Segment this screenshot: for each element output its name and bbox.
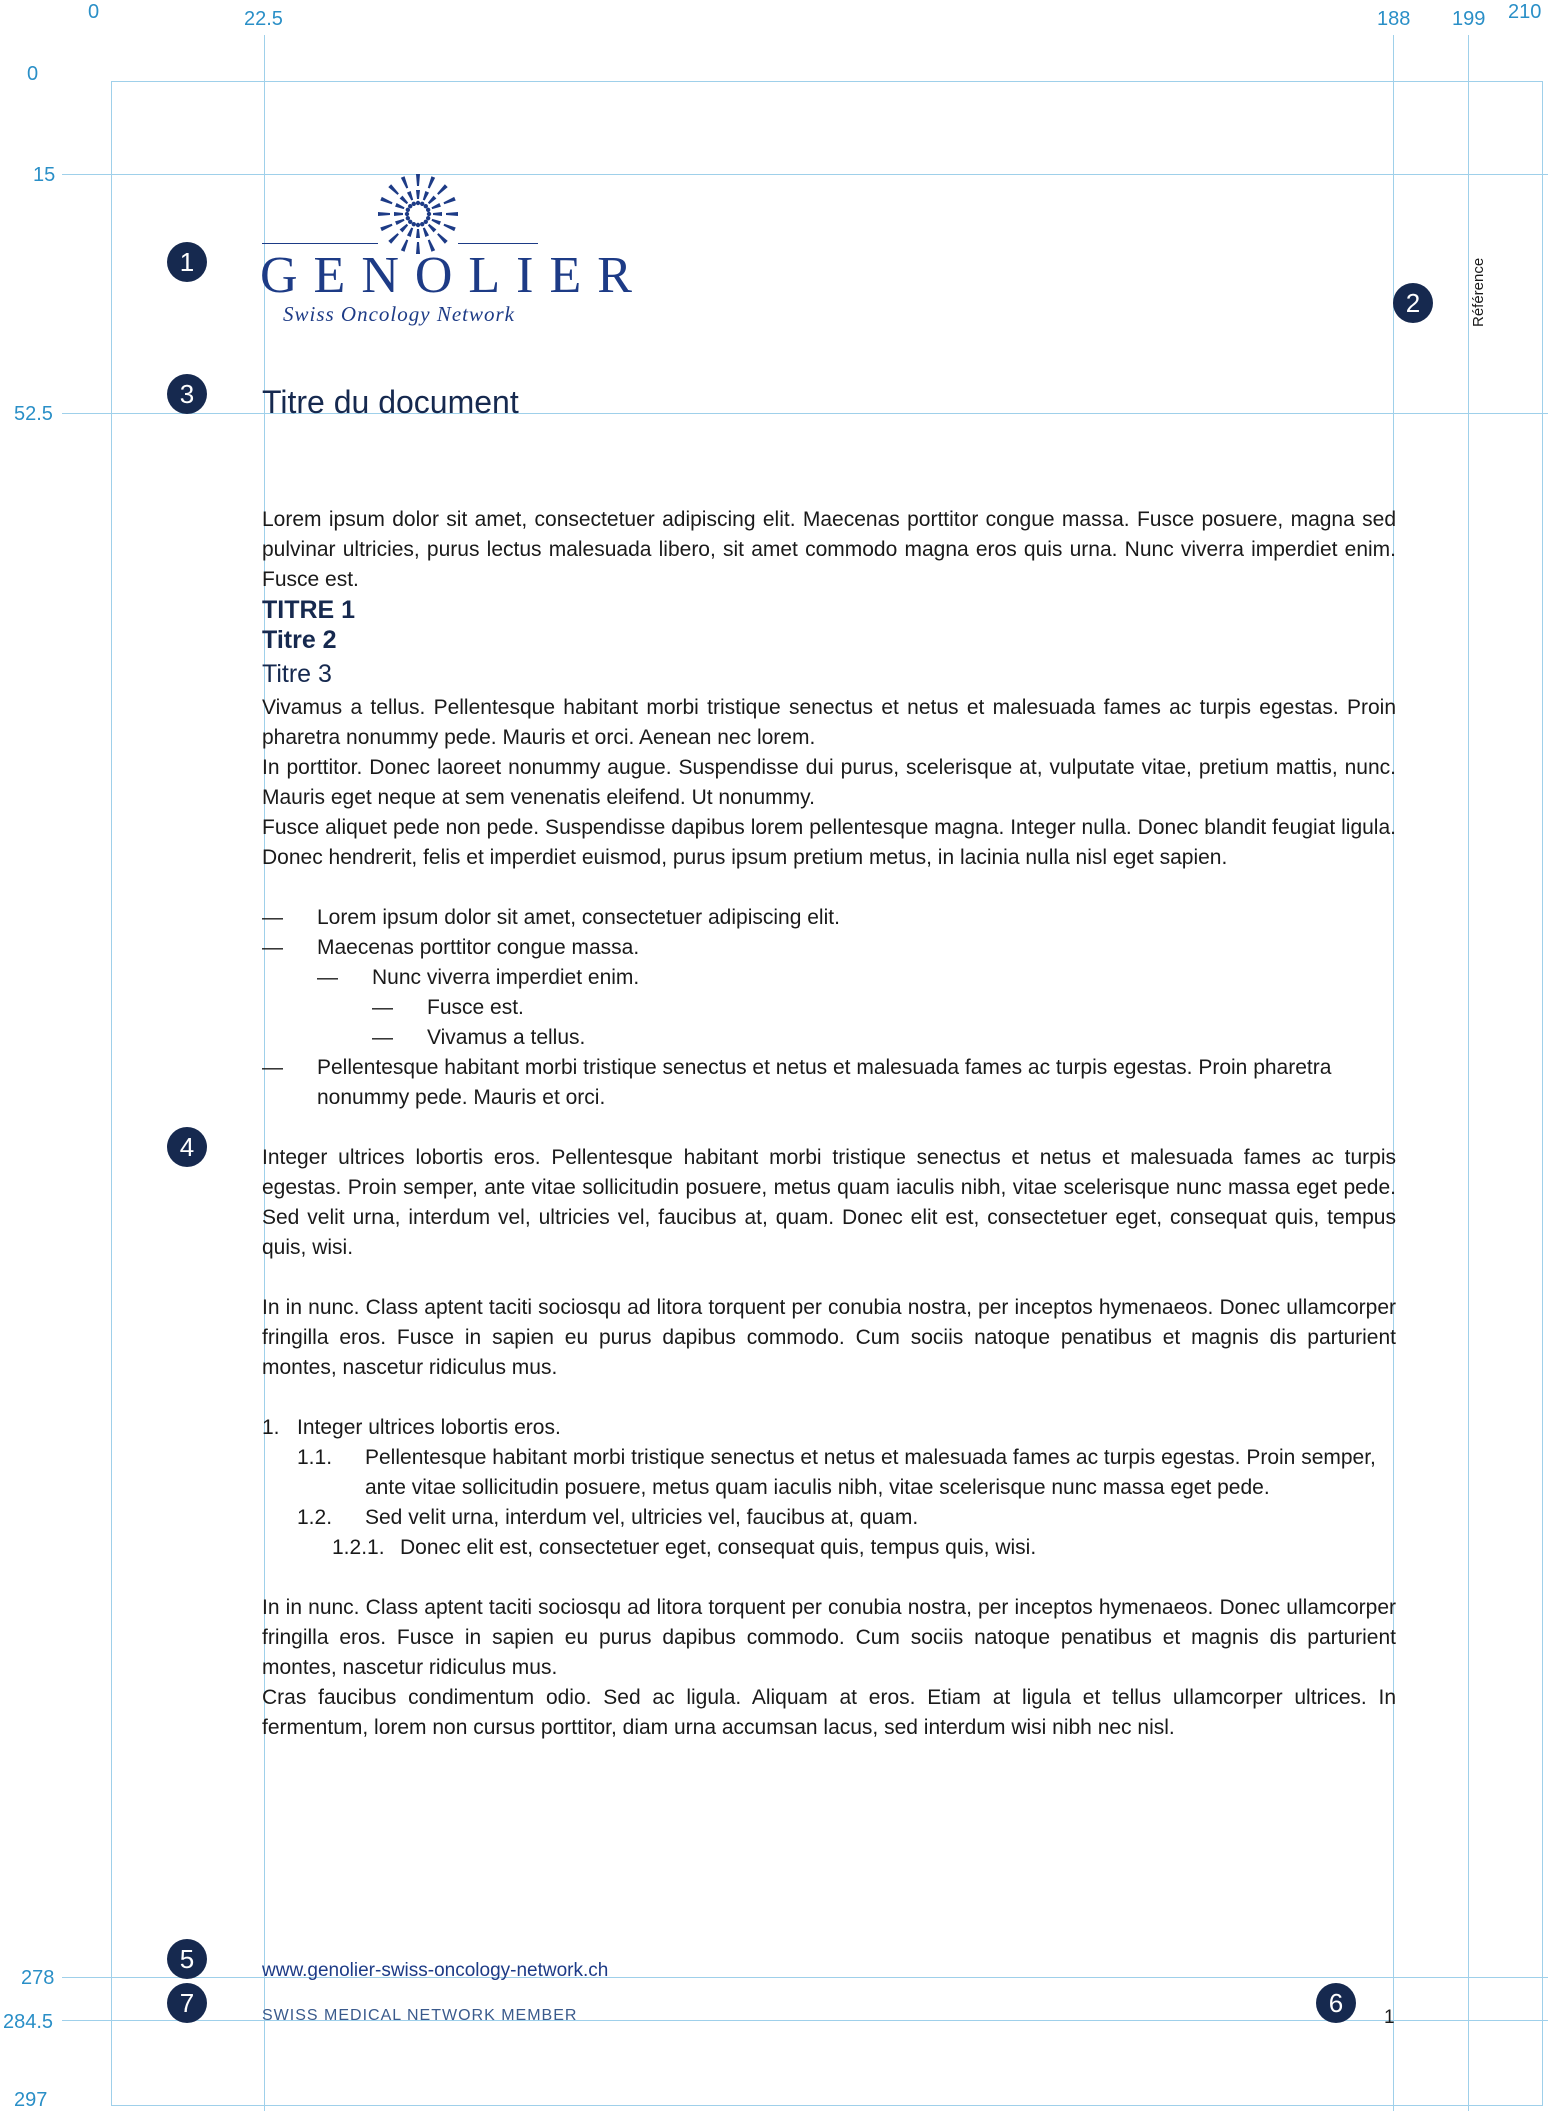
paragraph: Lorem ipsum dolor sit amet, consectetuer adipiscing elit. Maecenas porttitor congue massa. Fusce posuere, magna sed pulvinar ultricies, purus lectus malesuada libero, sit amet commodo magna eros quis urna. Nunc viverra imperdiet enim. Fusce est.	[262, 508, 1396, 591]
ruler-top-22-5: 22.5	[244, 8, 283, 30]
logo-wordmark: GENOLIER	[260, 247, 648, 304]
numbered-item: 1.2. Sed velit urna, interdum vel, ultricies vel, faucibus at, quam.	[297, 1506, 919, 1529]
reference-label: Référence	[1470, 257, 1487, 327]
bullet-item: — Nunc viverra imperdiet enim.	[262, 963, 1396, 993]
marker-1: 1	[167, 242, 207, 282]
logo-tagline: Swiss Oncology Network	[283, 302, 515, 326]
paragraph: Vivamus a tellus. Pellentesque habitant morbi tristique senectus et netus et malesuada fames ac turpis egestas. Proin pharetra nonummy pede. Mauris et orci. Aenean nec lorem.	[262, 696, 1396, 749]
logo-rule-right	[458, 243, 538, 244]
paragraph: In in nunc. Class aptent taciti sociosqu ad litora torquent per conubia nostra, per inceptos hymenaeos. Donec ullamcorper fringilla eros. Fusce in sapien eu purus dapibus commodo. Cum sociis natoque penatibus et magnis dis parturient montes, nascetur ridiculus mus.	[262, 1596, 1396, 1679]
heading-titre-3: Titre 3	[262, 660, 332, 688]
numbered-item: 1.2.1. Donec elit est, consectetuer eget, consequat quis, tempus quis, wisi.	[332, 1536, 1037, 1559]
paragraph: Integer ultrices lobortis eros. Pellentesque habitant morbi tristique senectus et netus et malesuada fames ac turpis egestas. Proin semper, ante vitae sollicitudin posuere, metus quam iaculis nibh, vitae scelerisque nunc massa eget pede. Sed velit urna, interdum vel, ultricies vel, faucibus at, quam. Donec elit est, consectetuer eget, consequat quis, tempus quis, wisi.	[262, 1146, 1396, 1259]
ruler-left-52-5: 52.5	[14, 403, 53, 425]
page-number: 1	[1384, 2007, 1395, 2028]
marker-4: 4	[167, 1127, 207, 1167]
paragraph: In in nunc. Class aptent taciti sociosqu ad litora torquent per conubia nostra, per inceptos hymenaeos. Donec ullamcorper fringilla eros. Fusce in sapien eu purus dapibus commodo. Cum sociis natoque penatibus et magnis dis parturient montes, nascetur ridiculus mus.	[262, 1296, 1396, 1379]
heading-titre-2: Titre 2	[262, 626, 337, 654]
marker-6: 6	[1316, 1983, 1356, 2023]
marker-3: 3	[167, 374, 207, 414]
ruler-top-0: 0	[88, 1, 100, 23]
ruler-left-284-5: 284.5	[3, 2011, 54, 2033]
marker-2: 2	[1393, 283, 1433, 323]
guide-h-15	[62, 174, 1548, 175]
logo-rule-left	[262, 243, 378, 244]
bullet-dash: —	[372, 1026, 393, 1049]
bullet-dash: —	[317, 966, 338, 989]
document-body	[262, 505, 1396, 1743]
ruler-top-188: 188	[1377, 8, 1411, 30]
bullet-dash: —	[262, 906, 283, 929]
document-title: Titre du document	[262, 384, 519, 420]
sunburst-logo-icon	[376, 172, 460, 256]
ruler-top-210: 210	[1508, 1, 1542, 23]
ruler-left-278: 278	[21, 1967, 55, 1989]
paragraph: Fusce aliquet pede non pede. Suspendisse dapibus lorem pellentesque magna. Integer nulla. Donec blandit feugiat ligula. Donec hendrerit, felis et imperdiet euismod, purus ipsum pretium metus, in lacinia nulla nisl eget sapien.	[262, 816, 1396, 869]
bullet-dash: —	[262, 1056, 283, 1079]
ruler-top-199: 199	[1452, 8, 1486, 30]
marker-5: 5	[167, 1939, 207, 1979]
marker-7: 7	[167, 1983, 207, 2023]
heading-titre-1: TITRE 1	[262, 596, 356, 624]
guide-v-reference	[1468, 35, 1469, 2111]
bullet-dash: —	[262, 936, 283, 959]
numbered-item: 1. Integer ultrices lobortis eros.	[262, 1416, 561, 1439]
paragraph: Cras faucibus condimentum odio. Sed ac ligula. Aliquam at eros. Etiam at ligula et tellus ullamcorper ultrices. In fermentum, lorem non cursus porttitor, diam urna accumsan lacus, sed interdum wisi nibh nec nisl.	[262, 1686, 1396, 1739]
numbered-item: 1.1. Pellentesque habitant morbi tristique senectus et netus et malesuada fames ac turpis egestas. Proin semper, ante vitae sollicitudin posuere, metus quam iaculis nibh, vitae scelerisque nunc massa eget pede.	[297, 1446, 1376, 1499]
bullet-item: — Maecenas porttitor congue massa.	[262, 933, 1396, 963]
bullet-item: — Lorem ipsum dolor sit amet, consectetuer adipiscing elit.	[262, 903, 1396, 933]
footer-url-link[interactable]: www.genolier-swiss-oncology-network.ch	[262, 1960, 609, 1981]
paragraph: In porttitor. Donec laoreet nonummy augue. Suspendisse dui purus, scelerisque at, vulputate vitae, pretium mattis, nunc. Mauris eget neque at sem venenatis eleifend. Ut nonummy.	[262, 756, 1396, 809]
bullet-dash: —	[372, 996, 393, 1019]
bullet-item: — Fusce est.	[262, 993, 1396, 1023]
ruler-left-297: 297	[14, 2089, 48, 2111]
ruler-left-15: 15	[33, 164, 56, 186]
bullet-item: — Pellentesque habitant morbi tristique senectus et netus et malesuada fames ac turpis egestas. Proin pharetra nonummy pede. Mauris et orci.	[262, 1053, 1396, 1113]
bullet-item: — Vivamus a tellus.	[262, 1023, 1396, 1053]
ruler-left-0: 0	[27, 63, 39, 85]
footer-member-label: SWISS MEDICAL NETWORK MEMBER	[262, 2007, 578, 2024]
